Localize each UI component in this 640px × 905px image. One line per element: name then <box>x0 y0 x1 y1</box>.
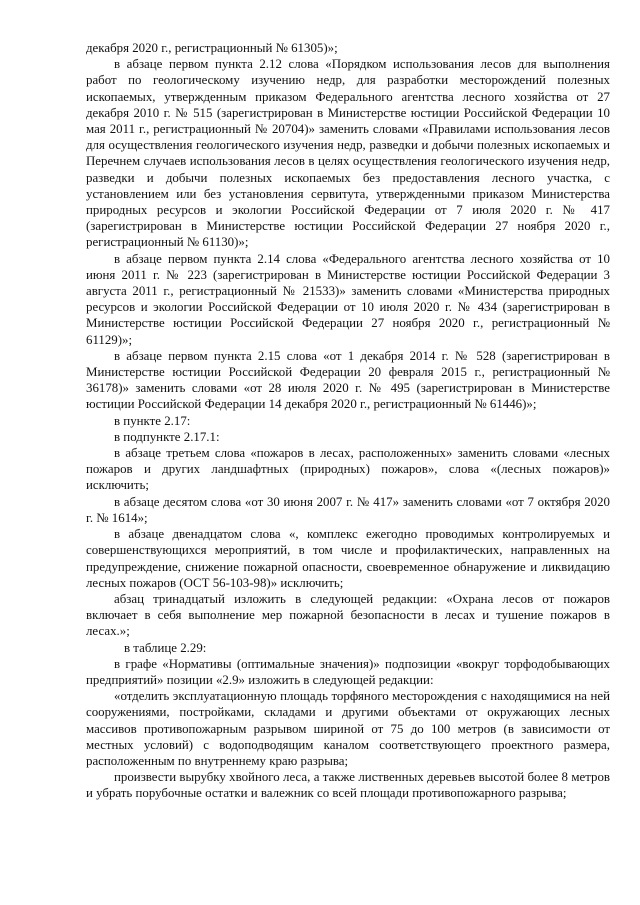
paragraph-2-12: в абзаце первом пункта 2.12 слова «Порядком использования лесов для выполнения работ по геологическому изучению недр, для разработки месторождений полезных ископаемых, утвержденным приказом Федерального агентства лесного хозяйства от 27 декабря 2010 г. № 515 (зарегистрирован в Министерстве юстиции Российской Федерации 10 мая 2011 г., регистрационный № 20704)» заменить словами «Правилами использования лесов для осуществления геологического изучения недр, разведки и добычи полезных ископаемых и Перечнем случаев использования лесов в целях осуществления геологического изучения недр, разведки и добычи полезных ископаемых без предоставления лесного участка, с установлением или без установления сервитута, утвержденными приказом Министерства природных ресурсов и экологии Российской Федерации от 7 июля 2020 г. № 417 (зарегистрирован в Министерстве юстиции Российской Федерации 27 ноября 2020 г., регистрационный № 61130)»; <box>86 57 610 250</box>
paragraph-2-17-1: в подпункте 2.17.1: <box>114 429 220 444</box>
paragraph-2-15: в абзаце первом пункта 2.15 слова «от 1 декабря 2014 г. № 528 (зарегистрирован в Министерстве юстиции Российской Федерации 20 февраля 2015 г., регистрационный № 36178)» заменить словами «от 28 июля 2020 г. № 495 (зарегистрирован в Министерстве юстиции Российской Федерации 14 декабря 2020 г., регистрационный № 61446)»; <box>86 348 610 412</box>
paragraph-third-abzac: в абзаце третьем слова «пожаров в лесах, расположенных» заменить словами «лесных пожаров и других ландшафтных (природных) пожаров», слова «(лесных пожаров)» исключить; <box>86 446 610 493</box>
paragraph-continuation: декабря 2020 г., регистрационный № 61305)»; <box>86 41 338 55</box>
document-page <box>86 40 610 802</box>
paragraph-table-2-29: в таблице 2.29: <box>124 640 207 655</box>
paragraph-2-14: в абзаце первом пункта 2.14 слова «Федерального агентства лесного хозяйства от 10 июня 2011 г. № 223 (зарегистрирован в Министерстве юстиции Российской Федерации 3 августа 2011 г., регистрационный № 21533)» заменить словами «Министерства природных ресурсов и экологии Российской Федерации от 10 июля 2020 г. № 434 (зарегистрирован в Министерстве юстиции Российской Федерации 27 ноября 2020 г., регистрационный № 61129)»; <box>86 251 610 347</box>
paragraph-2-17: в пункте 2.17: <box>114 413 191 428</box>
paragraph-twelfth-abzac: в абзаце двенадцатом слова «, комплекс ежегодно проводимых контролируемых и совершенствующихся мероприятий, в том числе и профилактических, направленных на предупреждение, снижение пожарной опасности, своевременное обнаружение и ликвидацию лесных пожаров (ОСТ 56-103-98)» исключить; <box>86 527 610 590</box>
paragraph-quote-2: произвести вырубку хвойного леса, а также лиственных деревьев высотой более 8 метров и убрать порубочные остатки и валежник со всей площади противопожарного разрыва; <box>86 770 610 801</box>
paragraph-tenth-abzac: в абзаце десятом слова «от 30 июня 2007 г. № 417» заменить словами «от 7 октября 2020 г. № 1614»; <box>86 494 610 525</box>
paragraph-thirteenth-abzac: абзац тринадцатый изложить в следующей редакции: «Охрана лесов от пожаров включает в себя выполнение мер пожарной безопасности в лесах и тушение пожаров в лесах.»; <box>86 591 610 639</box>
paragraph-normativy: в графе «Нормативы (оптимальные значения)» подпозиции «вокруг торфодобывающих предприятий» позиции «2.9» изложить в следующей редакции: <box>86 656 610 687</box>
paragraph-quote-1: «отделить эксплуатационную площадь торфяного месторождения с находящимися на ней сооружениями, постройками, складами и другими объектами от окружающих лесных массивов противопожарным разрывом шириной от 75 до 100 метров (в зависимости от местных условий) с водоподводящим каналом соответствующего проектного размера, расположенным по внутреннему краю разрыва; <box>86 689 610 768</box>
